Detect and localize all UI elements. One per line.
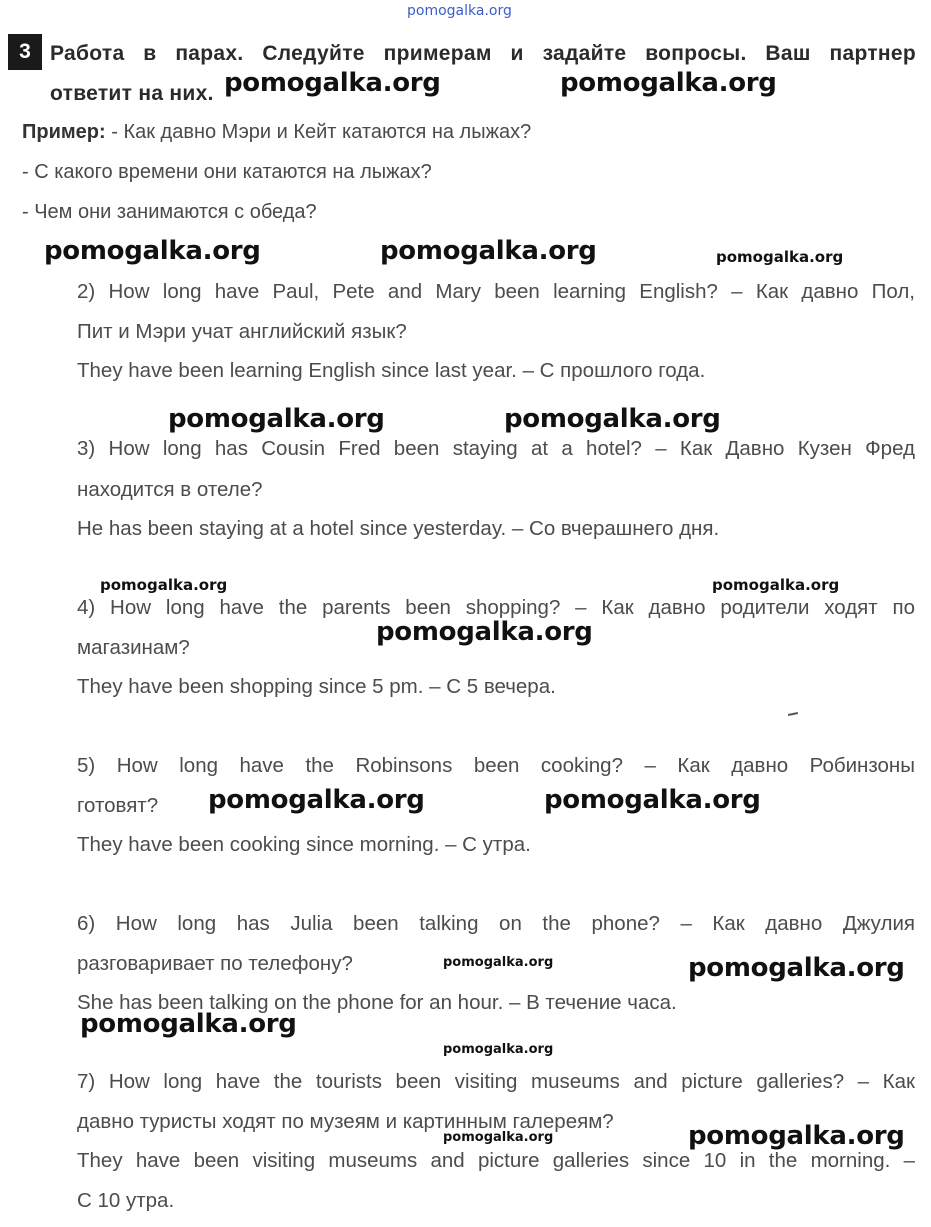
item-5-answer: They have been cooking since morning. – С утра. [77,833,531,856]
watermark-small: pomogalka.org [443,955,554,970]
item-4-answer: They have been shopping since 5 pm. – С 5 вечера. [77,675,556,698]
watermark: pomogalka.org [560,68,777,98]
example-label: Пример: [22,121,106,143]
item-2-answer: They have been learning English since last year. – С прошлого года. [77,359,706,382]
item-6-question-line2: разговаривает по телефону? [77,952,353,975]
example-line2: - С какого времени они катаются на лыжах? [22,161,432,183]
watermark: pomogalka.org [168,404,385,434]
watermark-small: pomogalka.org [443,1130,554,1145]
watermark: pomogalka.org [544,785,761,815]
item-2-question-line2: Пит и Мэри учат английский язык? [77,320,407,343]
watermark-top: pomogalka.org [407,3,512,19]
watermark: pomogalka.org [208,785,425,815]
watermark: pomogalka.org [380,236,597,266]
item-7-question-line1: 7) How long have the tourists been visiting museums and picture galleries? – Как [77,1070,915,1093]
item-6-answer: She has been talking on the phone for an hour. – В течение часа. [77,991,677,1014]
watermark: pomogalka.org [688,1121,905,1151]
task-instruction-line2: ответит на них. [50,82,214,105]
item-6-question-line1: 6) How long has Julia been talking on the phone? – Как давно Джулия [77,912,915,935]
watermark-small: pomogalka.org [443,1042,554,1057]
example-line3: - Чем они занимаются с обеда? [22,201,317,223]
watermark: pomogalka.org [376,617,593,647]
item-4-question-line1: 4) How long have the parents been shopping? – Как давно родители ходят по [77,596,915,619]
watermark-small: pomogalka.org [716,248,844,266]
task-number-badge: 3 [8,34,42,70]
watermark-small: pomogalka.org [712,576,840,594]
watermark: pomogalka.org [44,236,261,266]
item-7-answer-line2: С 10 утра. [77,1189,175,1212]
item-5-question-line1: 5) How long have the Robinsons been cooking? – Как давно Робинзоны [77,754,915,777]
watermark: pomogalka.org [688,953,905,983]
item-7-answer-line1: They have been visiting museums and picture galleries since 10 in the morning. – [77,1149,915,1172]
item-3-answer: He has been staying at a hotel since yesterday. – Со вчерашнего дня. [77,517,720,540]
watermark: pomogalka.org [504,404,721,434]
task-instruction-line1: Работа в парах. Следуйте примерам и задайте вопросы. Ваш партнер [50,42,916,65]
item-2-question-line1: 2) How long have Paul, Pete and Mary been learning English? – Как давно Пол, [77,280,915,303]
example-text1: - Как давно Мэри и Кейт катаются на лыжах? [105,121,532,143]
watermark-small: pomogalka.org [100,576,228,594]
item-7-question-line2: давно туристы ходят по музеям и картинным галереям? [77,1110,614,1133]
item-3-question-line2: находится в отеле? [77,478,263,501]
item-3-question-line1: 3) How long has Cousin Fred been staying at a hotel? – Как Давно Кузен Фред [77,437,915,460]
example-line1 [22,121,531,144]
item-5-question-line2: готовят? [77,794,159,817]
watermark: pomogalka.org [224,68,441,98]
stray-mark [788,712,798,716]
item-4-question-line2: магазинам? [77,636,190,659]
watermark: pomogalka.org [80,1009,297,1039]
